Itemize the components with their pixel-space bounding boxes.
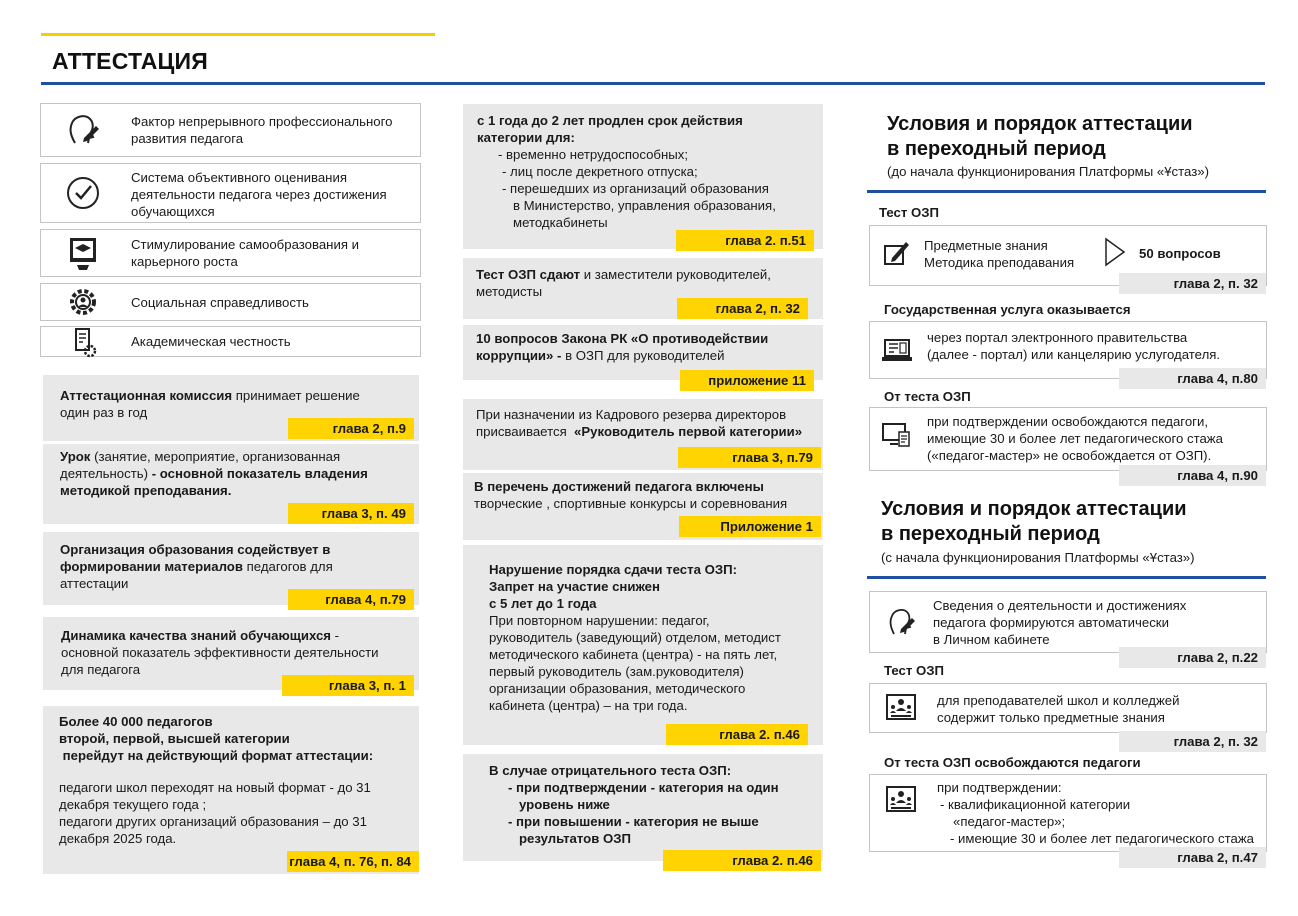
factor-text: Фактор непрерывного профессионального развития педагога (131, 114, 393, 146)
teachers-bold-text: Более 40 000 педагогов второй, первой, высшей категории перейдут на действующий формат аттестации: (59, 714, 374, 763)
service-text: через портал электронного правительства (далее - портал) или канцелярию услугодателя. (927, 330, 1221, 362)
commission-ref: глава 2, п.9 (288, 418, 414, 439)
title-accent-line (41, 33, 435, 36)
violation-text: При повторном нарушении: педагог, руководитель (заведующий) отделом, методист методического кабинета (центра) - на пять лет, первый руководитель (зам.руководителя) организации образования, методического кабинета (центра) – на три года. (489, 613, 781, 713)
violation-ref: глава 2. п.46 (666, 724, 808, 745)
teachers-text: педагоги школ переходят на новый формат - до 31 декабря текущего года ; педагоги других организаций образования – до 31 декабря 2025 года. (59, 780, 371, 846)
exempt-box (869, 407, 1267, 471)
commission-text: Аттестационная комиссия принимает решение один раз в год (60, 388, 360, 420)
exempt-ref-2: глава 2, п.47 (1119, 847, 1266, 868)
achievements-text: В перечень достижений педагога включены творческие , спортивные конкурсы и соревнования (474, 479, 788, 511)
corruption-ref: приложение 11 (680, 370, 814, 391)
exempt-box-2 (869, 774, 1267, 852)
test-label-2: Тест ОЗП (884, 663, 945, 678)
pencil-edit-icon (880, 238, 914, 270)
right-bottom-subtitle: (с начала функционирования Платформы «Ұстаз») (881, 550, 1195, 565)
gear-people-icon (63, 284, 103, 320)
achievements-ref: Приложение 1 (679, 516, 821, 537)
negative-ref: глава 2. п.46 (663, 850, 821, 871)
exempt-text-2: при подтверждении: - квалификационной категории «педагог-мастер»; - имеющие 30 и более лет педагогического стажа (937, 780, 1254, 846)
exempt-text: при подтверждении освобождаются педагоги, имеющие 30 и более лет педагогического стажа («педагог-мастер» не освобождается от ОЗП). (927, 414, 1223, 463)
head-pencil-icon (884, 606, 918, 638)
head-pencil-icon (63, 112, 103, 148)
presentation-board-icon (884, 785, 918, 817)
factor-item (40, 163, 421, 223)
info-ref: глава 2, п.22 (1119, 647, 1266, 668)
teachers-ref: глава 4, п. 76, п. 84 (287, 851, 419, 872)
org-ref: глава 4, п.79 (288, 589, 414, 610)
test-ref-2: глава 2, п. 32 (1119, 731, 1266, 752)
monitor-document-icon (880, 420, 914, 452)
laptop-icon (880, 334, 914, 366)
violation-bold-text: Нарушение порядка сдачи теста ОЗП: Запрет на участие снижен с 5 лет до 1 года (489, 562, 737, 611)
factor-text: Социальная справедливость (131, 295, 309, 310)
factor-text: Система объективного оценивания деятельности педагога через достижения обучающихся (131, 170, 387, 219)
checkmark-circle-icon (63, 175, 103, 211)
factor-text: Академическая честность (131, 334, 291, 349)
extend-ref: глава 2. п.51 (676, 230, 814, 251)
test-deputies-text: Тест ОЗП сдают и заместители руководителей, методисты (476, 267, 771, 299)
extend-bold-text: с 1 года до 2 лет продлен срок действия категории для: (477, 113, 743, 145)
service-ref: глава 4, п.80 (1119, 368, 1266, 389)
factor-item (40, 283, 421, 321)
document-gear-icon (63, 324, 103, 360)
right-top-heading: Условия и порядок аттестации в переходный период (887, 113, 1193, 160)
test-box-2 (869, 683, 1267, 733)
test-ref: глава 2, п. 32 (1119, 273, 1266, 294)
org-text: Организация образования содействует в формировании материалов педагогов для аттестации (60, 542, 333, 591)
factor-item (40, 326, 421, 357)
tablet-graduation-icon (63, 235, 103, 271)
exempt-ref: глава 4, п.90 (1119, 465, 1266, 486)
info-text: Сведения о деятельности и достижениях педагога формируются автоматически в Личном кабинете (933, 598, 1187, 647)
page-title: АТТЕСТАЦИЯ (52, 48, 209, 74)
right-top-subtitle: (до начала функционирования Платформы «Ұстаз») (887, 164, 1209, 179)
right-bottom-heading: Условия и порядок аттестации в переходный период (881, 498, 1187, 545)
test-label: Тест ОЗП (879, 205, 940, 220)
presentation-board-icon (884, 693, 918, 725)
service-label: Государственная услуга оказывается (884, 302, 1131, 317)
right-bottom-divider (867, 576, 1266, 579)
test-text-2: для преподавателей школ и колледжей содержит только предметные знания (937, 693, 1180, 725)
exempt-label: От теста ОЗП (884, 389, 971, 404)
dynamics-text: Динамика качества знаний обучающихся - основной показатель эффективности деятельности для педагога (61, 628, 379, 677)
reserve-text: При назначении из Кадрового резерва директоров присваивается «Руководитель первой категории» (476, 407, 803, 439)
factor-item (40, 103, 421, 157)
factor-text: Стимулирование самообразования и карьерного роста (131, 237, 359, 269)
test-deputies-ref: глава 2, п. 32 (677, 298, 808, 319)
lesson-ref: глава 3, п. 49 (288, 503, 414, 524)
dynamics-ref: глава 3, п. 1 (282, 675, 414, 696)
exempt-label-2: От теста ОЗП освобождаются педагоги (884, 755, 1141, 770)
factor-item (40, 229, 421, 277)
test-topics: Предметные знания Методика преподавания (924, 238, 1075, 270)
corruption-text: 10 вопросов Закона РК «О противодействии коррупции» - в ОЗП для руководителей (476, 331, 769, 363)
negative-text: В случае отрицательного теста ОЗП: - при подтверждении - категория на один уровень ниже - при повышении - категория не выше результатов ОЗП (489, 763, 779, 846)
info-box (869, 591, 1267, 653)
header-divider (41, 82, 1265, 85)
reserve-ref: глава 3, п.79 (678, 447, 821, 468)
play-arrow-icon (1102, 237, 1128, 269)
question-count: 50 вопросов (1139, 246, 1221, 261)
right-top-divider (867, 190, 1266, 193)
lesson-text: Урок (занятие, мероприятие, организованная деятельность) - основной показатель владения методикой преподавания. (60, 449, 368, 498)
extend-list: - временно нетрудоспособных; - лиц после декретного отпуска; - перешедших из организаций образования в Министерство, управления образования, методкабинеты (498, 147, 776, 230)
